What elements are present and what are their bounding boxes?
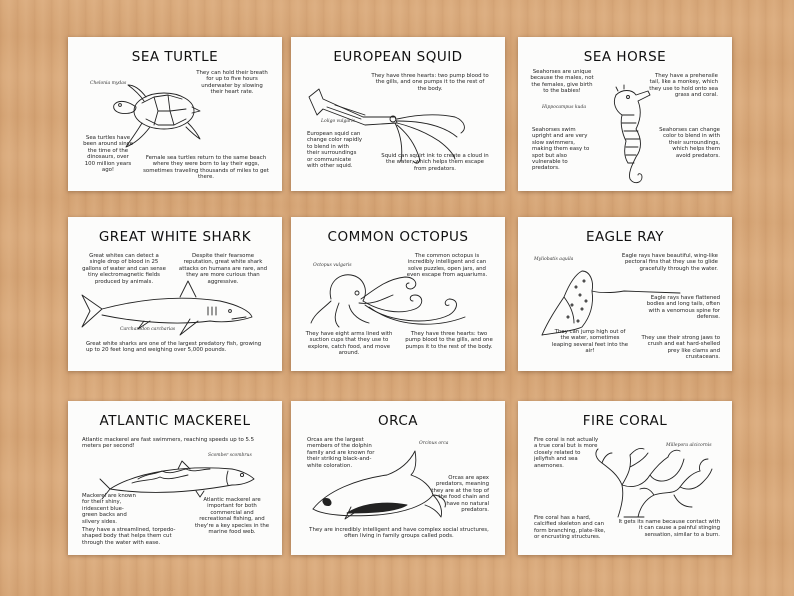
fact-text: Great white sharks are one of the largest predatory fish, growing up to 20 feet long and weighing over 5,000 pounds. [86,341,262,354]
fact-text: Seahorses swim upright and are very slow swimmers, making them easy to spot but also vulnerable to predators. [532,127,590,172]
fact-text: They have a streamlined, torpedo-shaped body that helps them cut through the water with ease. [82,527,176,546]
card-sea-turtle [68,37,282,191]
scientific-name: Loligo vulgaris [321,119,355,124]
mackerel-illustration [108,457,258,501]
card-atlantic-mackerel [68,401,282,555]
scientific-name: Orcinus orca [419,441,449,446]
fact-text: Seahorses are unique because the males, not the females, give birth to the babies! [530,69,594,95]
fact-text: Orcas are apex predators, meaning they are at the top of the food chain and have no natural predators. [431,475,489,514]
squid-illustration [305,87,475,170]
card-title: ORCA [378,413,418,429]
card-title: COMMON OCTOPUS [327,229,469,245]
fact-text: Atlantic mackerel are important for both commercial and recreational fishing, and they're a key species in the marine food web. [194,497,270,536]
fact-text: They use their strong jaws to crush and eat hard-shelled prey like clams and crustaceans. [641,335,720,361]
fact-text: Atlantic mackerel are fast swimmers, reaching speeds up to 5.5 meters per second! [82,437,255,450]
fact-text: Mackerel are known for their shiny, iridescent blue-green backs and silvery sides. [82,493,136,525]
fact-text: They can hold their breath for up to five hours underwater by slowing their heart rate. [196,70,268,96]
fact-text: Seahorses can change color to blend in with their surroundings, which helps them avoid predators. [659,127,720,159]
fact-text: Orcas are the largest members of the dolphin family and are known for their striking black-and-white coloration. [307,437,375,469]
card-orca [291,401,505,555]
fact-text: Fire coral has a hard, calcified skeleton and can form branching, plate-like, or encrusting structures. [534,515,606,541]
orca-illustration [307,449,447,525]
fact-text: Female sea turtles return to the same beach where they were born to lay their eggs, sometimes traveling thousands of miles to get there. [143,155,269,181]
scientific-name: Scomber scombrus [208,453,252,458]
fact-text: Squid can squirt ink to create a cloud in the water, which helps them escape from predators. [381,153,489,172]
card-title: GREAT WHITE SHARK [98,229,252,245]
card-title: SEA TURTLE [131,49,219,65]
card-title: ATLANTIC MACKEREL [99,413,251,429]
eagle-ray-illustration [534,265,684,337]
fire-coral-illustration [588,445,718,519]
fact-text: They have eight arms lined with suction cups that they use to explore, catch food, and move around. [305,331,393,357]
fact-text: The common octopus is incredibly intelligent and can solve puzzles, open jars, and even escape from aquariums. [406,253,488,279]
card-title: EAGLE RAY [585,229,665,245]
fact-text: They have three hearts: two pump blood to the gills, and one pumps it to the rest of the body. [371,73,489,92]
scientific-name: Hippocampus kuda [542,105,587,110]
card-title: FIRE CORAL [582,413,668,429]
fact-text: Eagle rays have flattened bodies and long tails, often with a venomous spine for defense. [646,295,720,321]
fact-text: They have a prehensile tail, like a monkey, which they use to hold onto sea grass and coral. [649,73,718,99]
scientific-name: Octopus vulgaris [313,263,352,268]
seahorse-illustration [602,87,658,187]
scientific-name: Carcharodon carcharias [120,327,176,332]
card-title: SEA HORSE [583,49,667,65]
card-common-octopus [291,217,505,371]
card-sea-horse [518,37,732,191]
shark-illustration [80,285,256,341]
fact-text: It gets its name because contact with it can cause a painful stinging sensation, similar to a burn. [618,519,720,538]
fact-text: Despite their fearsome reputation, great white shark attacks on humans are rare, and they are more curious than aggressive. [178,253,268,285]
fact-text: They can jump high out of the water, sometimes leaping several feet into the air! [551,329,629,355]
fact-text: Sea turtles have been around since the time of the dinosaurs, over 100 million years ago! [83,135,133,174]
fact-text: Fire coral is not actually a true coral but is more closely related to jellyfish and sea anemones. [534,437,599,469]
fact-text: They have three hearts: two pump blood to the gills, and one pumps it to the rest of the body. [405,331,493,350]
card-fire-coral [518,401,732,555]
card-great-white-shark [68,217,282,371]
card-title: EUROPEAN SQUID [333,49,463,65]
fact-text: European squid can change color rapidly to blend in with their surroundings or communicate with other squid. [307,131,363,170]
card-european-squid [291,37,505,191]
sea-turtle-illustration [106,83,206,149]
fact-text: Great whites can detect a single drop of blood in 25 gallons of water and can sense tiny electromagnetic fields produced by animals. [82,253,166,285]
fact-text: Eagle rays have beautiful, wing-like pectoral fins that they use to glide gracefully through the water. [621,253,718,272]
scientific-name: Myliobatis aquila [534,257,574,262]
octopus-illustration [309,271,479,329]
scientific-name: Millepora alcicornis [666,443,712,448]
card-eagle-ray [518,217,732,371]
fact-text: They are incredibly intelligent and have complex social structures, often living in family groups called pods. [309,527,489,540]
scientific-name: Chelonia mydas [90,81,127,86]
